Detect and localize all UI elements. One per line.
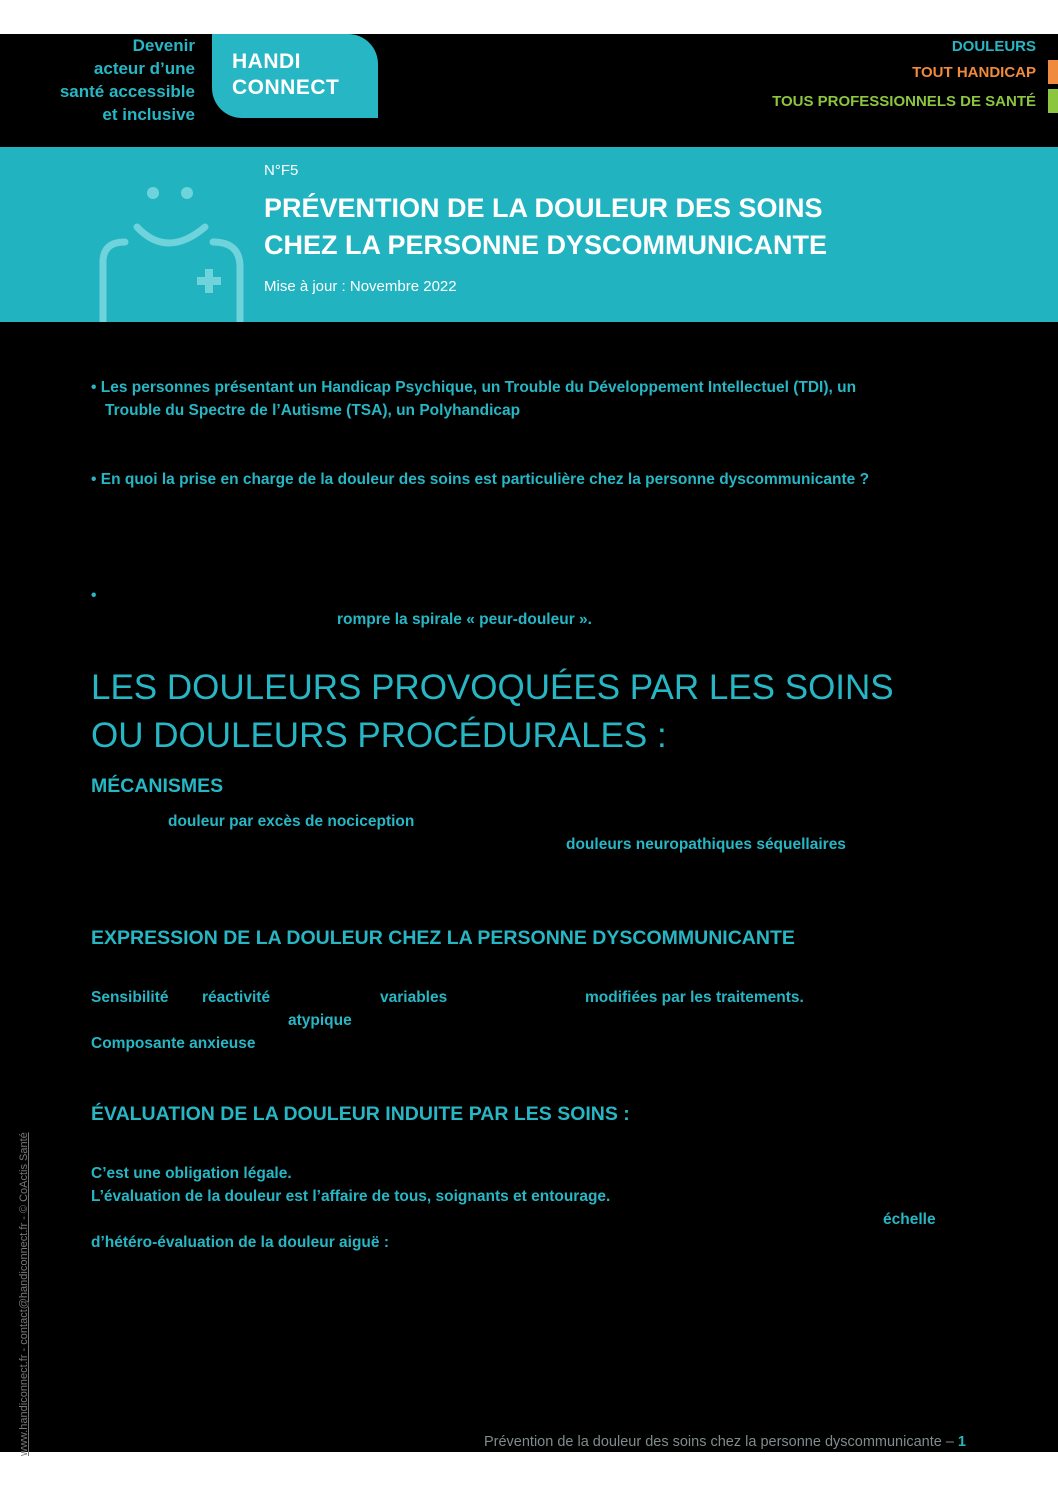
tagline-line: Devenir — [132, 36, 195, 55]
logo-text: HANDI — [232, 50, 301, 73]
mecanismes-heading: MÉCANISMES — [91, 775, 224, 797]
sheet-number: N°F5 — [264, 162, 299, 179]
section-heading-line: LES DOULEURS PROVOQUÉES PAR LES SOINS — [91, 668, 894, 707]
website-link[interactable]: www.handiconnect.fr — [18, 1354, 30, 1456]
update-date: Mise à jour : Novembre 2022 — [264, 278, 457, 295]
page-number: 1 — [957, 1434, 966, 1450]
expression-term: Sensibilité — [91, 989, 169, 1006]
caregiver-smiley-icon — [95, 167, 245, 322]
category-douleurs: DOULEURS — [951, 38, 1036, 55]
handiconnect-logo — [212, 34, 378, 118]
evaluation-text: C’est une obligation légale. — [91, 1165, 292, 1182]
sidebar-contact — [18, 1096, 34, 1456]
nociception-term: douleur par excès de nociception — [168, 813, 415, 830]
page-title — [264, 190, 827, 264]
category-professionnels: TOUS PROFESSIONNELS DE SANTÉ — [772, 93, 1036, 110]
footer-text: Prévention de la douleur des soins chez la personne dyscommunicante – — [483, 1434, 958, 1450]
bullet-text: Trouble du Spectre de l’Autisme (TSA), un Polyhandicap — [105, 402, 521, 419]
expression-term: réactivité — [202, 989, 271, 1006]
spiral-text: rompre la spirale « peur-douleur ». — [337, 611, 592, 628]
category-color-bar — [1048, 60, 1058, 84]
bullet-text: • Les personnes présentant un Handicap Psychique, un Trouble du Développement Intellectuel (TDI), un — [91, 379, 857, 396]
tagline-line: et inclusive — [102, 105, 195, 124]
evaluation-text: échelle — [883, 1211, 936, 1228]
tagline — [20, 34, 195, 126]
category-tout-handicap: TOUT HANDICAP — [912, 64, 1036, 81]
expression-term: variables — [380, 989, 448, 1006]
expression-term: atypique — [288, 1012, 352, 1029]
tagline-line: santé accessible — [59, 82, 195, 101]
copyright-text: - © CoActis Santé — [18, 1132, 30, 1223]
section-heading-line: OU DOULEURS PROCÉDURALES : — [91, 716, 667, 755]
tagline-line: acteur d’une — [93, 59, 195, 78]
bullet-marker: • — [91, 587, 97, 604]
page-footer — [484, 1434, 966, 1450]
email-link[interactable]: contact@handiconnect.fr — [18, 1222, 30, 1345]
title-line: PRÉVENTION DE LA DOULEUR DES SOINS — [264, 193, 823, 223]
evaluation-heading: ÉVALUATION DE LA DOULEUR INDUITE PAR LES SOINS : — [91, 1103, 630, 1125]
bullet-populations — [91, 376, 856, 422]
expression-term: modifiées par les traitements. — [585, 989, 804, 1006]
section-heading — [91, 664, 894, 760]
evaluation-text: L’évaluation de la douleur est l’affaire de tous, soignants et entourage. — [91, 1188, 611, 1205]
evaluation-text: d’hétéro-évaluation de la douleur aiguë : — [91, 1234, 389, 1251]
expression-heading: EXPRESSION DE LA DOULEUR CHEZ LA PERSONNE DYSCOMMUNICANTE — [91, 927, 795, 949]
bullet-question: • En quoi la prise en charge de la douleur des soins est particulière chez la personne dyscommunicante ? — [91, 471, 870, 488]
document-page — [0, 34, 1058, 1456]
title-line: CHEZ LA PERSONNE DYSCOMMUNICANTE — [264, 230, 828, 260]
title-banner — [0, 147, 1058, 322]
sidebar-separator: - — [18, 1344, 30, 1355]
category-color-bar — [1048, 89, 1058, 113]
neuropathic-term: douleurs neuropathiques séquellaires — [566, 836, 846, 853]
logo-text: CONNECT — [232, 76, 340, 99]
expression-term: Composante anxieuse — [91, 1035, 256, 1052]
